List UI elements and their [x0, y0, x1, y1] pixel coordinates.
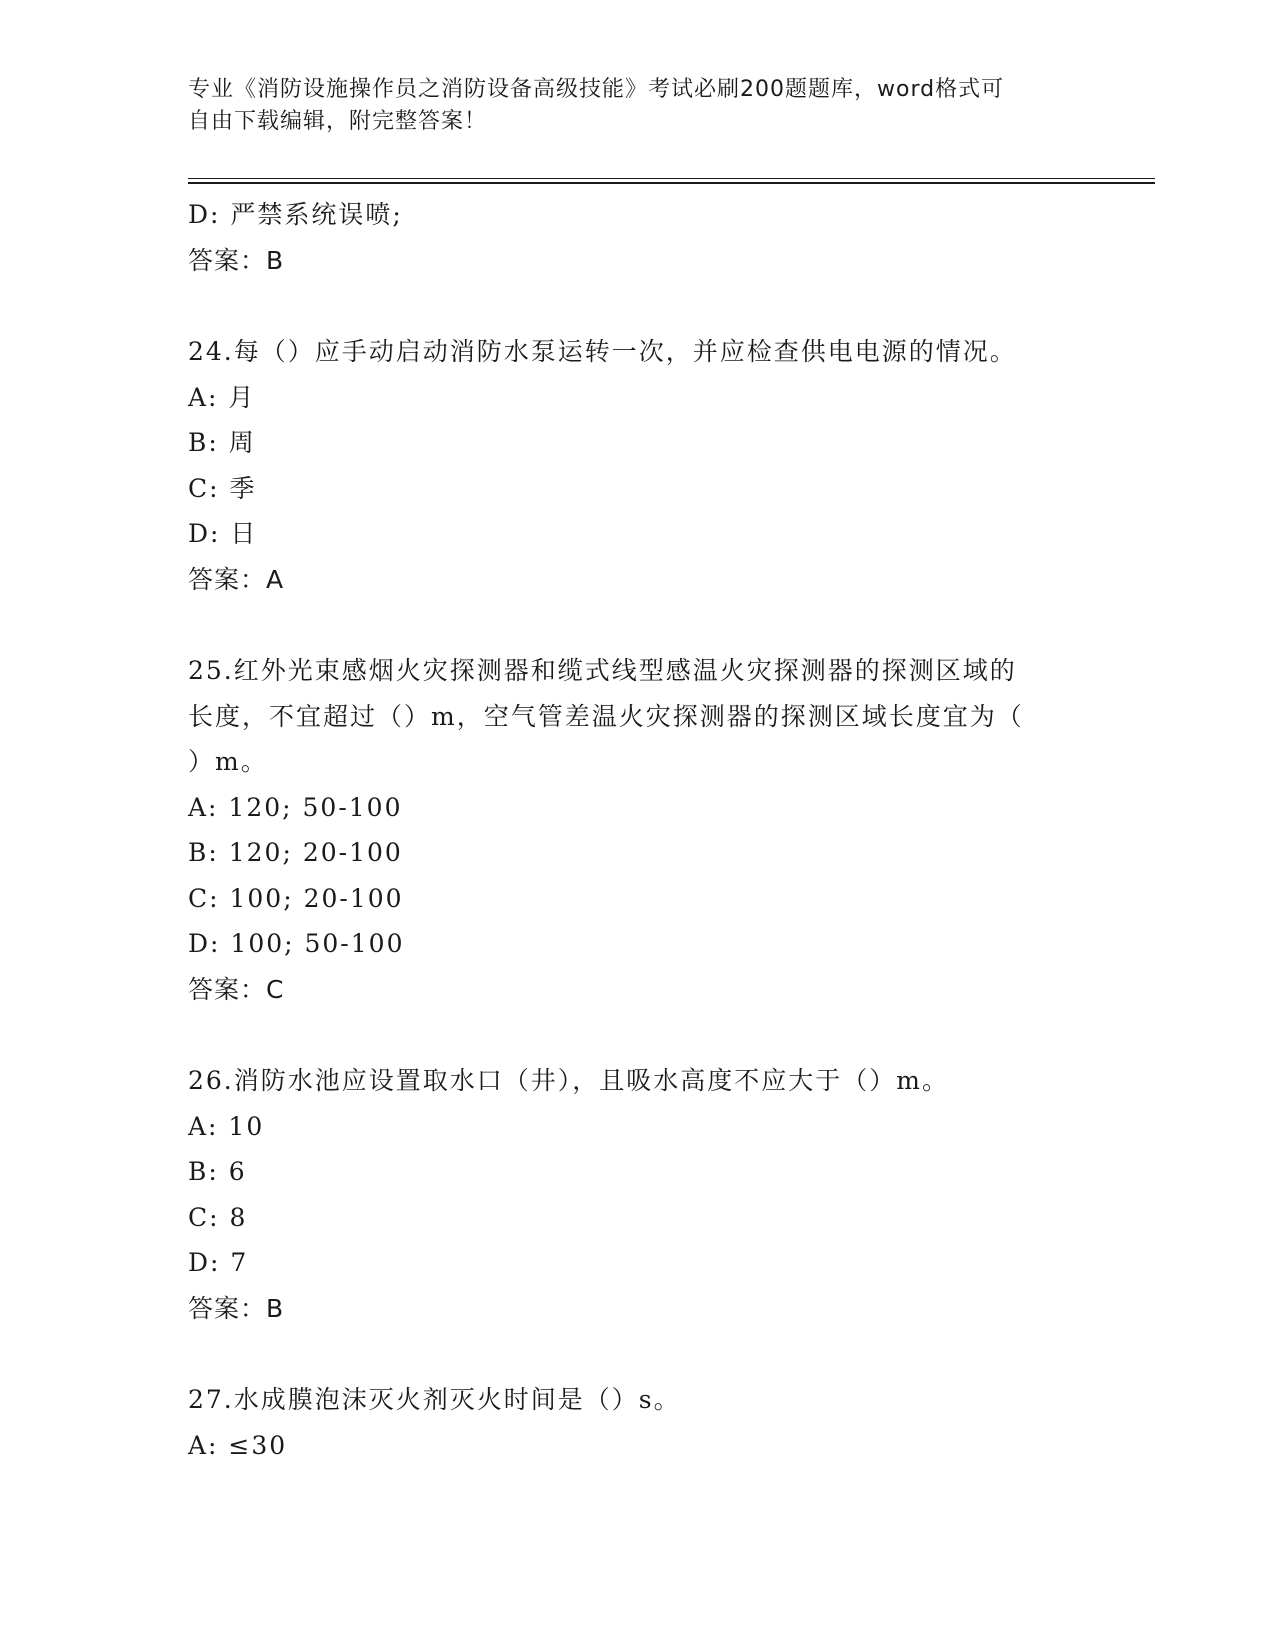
- option-c: C: 100; 20-100: [188, 883, 404, 913]
- option-a: A: 月: [188, 382, 256, 412]
- option-d: D: 7: [188, 1248, 249, 1277]
- option-d: D: 100; 50-100: [188, 929, 405, 958]
- answer-line: 答案：B: [188, 245, 285, 275]
- option-d: D: 日: [188, 519, 258, 548]
- option-d: D: 严禁系统误喷;: [188, 200, 403, 229]
- option-b: B: 120; 20-100: [188, 838, 403, 867]
- question-list: [188, 192, 1088, 1468]
- spacer: [188, 283, 1088, 329]
- option-c: C: 8: [188, 1202, 248, 1232]
- header-line-1: 专业《消防设施操作员之消防设备高级技能》考试必刷200题题库，word格式可: [188, 77, 1005, 102]
- question-stem-line-1: 25.红外光束感烟火灾探测器和缆式线型感温火灾探测器的探测区域的: [188, 656, 1017, 685]
- question-27: [188, 1377, 1088, 1468]
- answer-line: 答案：A: [188, 564, 285, 594]
- question-stem: 26.消防水池应设置取水口（井），且吸水高度不应大于（）m。: [188, 1066, 949, 1095]
- answer-line: 答案：B: [188, 1293, 285, 1323]
- question-25: [188, 648, 1088, 1012]
- spacer: [188, 1331, 1088, 1377]
- option-b: B: 周: [188, 428, 256, 457]
- question-stem-line-2: 长度，不宜超过（）m，空气管差温火灾探测器的探测区域长度宜为（: [188, 701, 1024, 731]
- question-24: [188, 329, 1088, 602]
- option-b: B: 6: [188, 1157, 247, 1186]
- question-stem-line-3: ）m。: [188, 747, 268, 776]
- question-26: [188, 1058, 1088, 1331]
- question-stem: 27.水成膜泡沫灭火剂灭火时间是（）s。: [188, 1385, 681, 1414]
- question-stem: 24.每（）应手动启动消防水泵运转一次，并应检查供电电源的情况。: [188, 337, 1017, 366]
- spacer: [188, 602, 1088, 648]
- answer-line: 答案：C: [188, 974, 285, 1004]
- header-rule-thin: [188, 178, 1155, 179]
- header-rule-thick: [188, 182, 1155, 184]
- option-a: A: ≤30: [188, 1430, 288, 1460]
- option-a: A: 120; 50-100: [188, 792, 403, 822]
- document-header: [188, 74, 1088, 138]
- header-line-2: 自由下载编辑，附完整答案！: [188, 109, 488, 134]
- option-a: A: 10: [188, 1111, 265, 1141]
- option-c: C: 季: [188, 473, 257, 503]
- spacer: [188, 1012, 1088, 1058]
